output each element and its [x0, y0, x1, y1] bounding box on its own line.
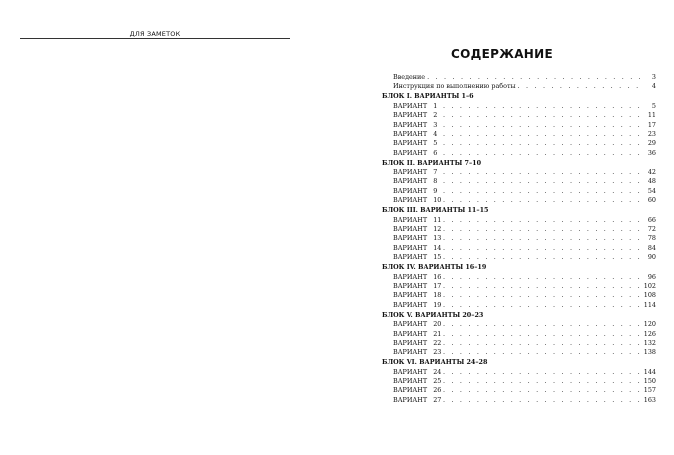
- toc-entry-variant[interactable]: [382, 348, 656, 357]
- toc-entry-variant[interactable]: [382, 139, 656, 148]
- toc-page-number: 17: [647, 120, 656, 129]
- toc-entry-number: 3: [433, 120, 438, 129]
- toc-page-number: 72: [647, 225, 656, 234]
- dot-leader: [443, 177, 640, 186]
- toc-entry-variant[interactable]: [382, 187, 656, 196]
- toc-entry-text: ВАРИАНТ: [393, 196, 428, 205]
- toc-entry-label: [393, 216, 441, 225]
- toc-entry-variant[interactable]: [382, 111, 656, 120]
- toc-entry-label: [393, 396, 441, 405]
- toc-entry-number: 13: [433, 234, 442, 243]
- toc-page-number: 3: [651, 73, 656, 81]
- toc-entry-number: 9: [433, 186, 438, 195]
- toc-page-number: 78: [647, 234, 656, 243]
- dot-leader: [443, 111, 640, 120]
- toc-entry-intro[interactable]: [382, 82, 656, 91]
- toc-page-number: 102: [643, 281, 656, 290]
- toc-entry-variant[interactable]: [382, 320, 656, 329]
- dot-leader: [443, 139, 640, 148]
- toc-entry-number: 20: [433, 320, 442, 329]
- toc-entry-text: ВАРИАНТ: [393, 338, 428, 347]
- notes-divider: [20, 38, 290, 39]
- dot-leader: [443, 253, 640, 262]
- toc-entry-label: [393, 121, 441, 130]
- dot-leader: [443, 216, 640, 225]
- toc-entry-label: [393, 282, 441, 291]
- dot-leader: [443, 396, 640, 405]
- dot-leader: [443, 121, 640, 130]
- dot-leader: [443, 244, 640, 253]
- toc-entry-number: 26: [433, 386, 442, 395]
- toc-entry-intro[interactable]: [382, 73, 656, 82]
- dot-leader: [443, 291, 640, 300]
- toc-page-number: 66: [647, 215, 656, 224]
- toc-page-number: 126: [643, 329, 656, 338]
- toc-entry-variant[interactable]: [382, 177, 656, 186]
- toc-entry-number: 5: [433, 139, 438, 148]
- toc-entry-label: [393, 177, 441, 186]
- toc-entry-text: ВАРИАНТ: [393, 177, 428, 186]
- block-heading[interactable]: БЛОК V. ВАРИАНТЫ 20–23: [382, 310, 484, 319]
- toc-entry-variant[interactable]: [382, 330, 656, 339]
- toc-entry-label: [393, 244, 441, 253]
- toc-entry-number: 4: [433, 129, 438, 138]
- dot-leader: [443, 320, 640, 329]
- toc-entry-number: 14: [433, 243, 442, 252]
- dot-leader: [443, 282, 640, 291]
- toc-page-number: 138: [643, 348, 656, 357]
- toc-entry-label: [393, 386, 441, 395]
- right-page: [330, 0, 674, 455]
- toc-page-number: 84: [647, 243, 656, 252]
- dot-leader: [443, 196, 640, 205]
- block-heading[interactable]: БЛОК VI. ВАРИАНТЫ 24–28: [382, 358, 488, 367]
- toc-page-number: 150: [643, 377, 656, 386]
- toc-entry-label: [393, 330, 441, 339]
- toc-entry-text: ВАРИАНТ: [393, 215, 428, 224]
- dot-leader: [443, 102, 640, 111]
- toc-entry-text: ВАРИАНТ: [393, 395, 428, 404]
- toc-entry-variant[interactable]: [382, 301, 656, 310]
- toc-entry-text: ВАРИАНТ: [393, 367, 428, 376]
- toc-page-number: 163: [643, 395, 656, 404]
- dot-leader: [443, 339, 640, 348]
- toc-page-number: 4: [651, 82, 656, 91]
- toc-page-number: 54: [647, 186, 656, 195]
- toc-entry-label: Введение: [393, 73, 426, 81]
- toc-entry-number: 25: [433, 377, 442, 386]
- toc-page-number: 157: [643, 386, 656, 395]
- toc-entry-variant[interactable]: [382, 273, 656, 282]
- dot-leader: [443, 187, 640, 196]
- toc-entry-label: [393, 111, 441, 120]
- toc-entry-label: [393, 130, 441, 139]
- notes-header: ДЛЯ ЗАМЕТОК: [129, 30, 181, 38]
- toc-entry-label: [393, 139, 441, 148]
- table-of-contents: [382, 73, 656, 405]
- dot-leader: [443, 301, 640, 310]
- block-heading[interactable]: БЛОК III. ВАРИАНТЫ 11–15: [382, 206, 489, 215]
- toc-page-number: 23: [647, 129, 656, 138]
- dot-leader: [443, 234, 640, 243]
- dot-leader: [443, 386, 640, 395]
- toc-entry-number: 27: [433, 395, 442, 404]
- toc-page-number: 11: [647, 111, 656, 120]
- toc-entry-text: ВАРИАНТ: [393, 148, 428, 157]
- toc-entry-number: 7: [433, 168, 438, 177]
- toc-entry-variant[interactable]: [382, 339, 656, 348]
- toc-page-number: 132: [643, 338, 656, 347]
- toc-entry-variant[interactable]: [382, 253, 656, 262]
- toc-entry-label: [393, 196, 441, 205]
- toc-entry-number: 11: [433, 215, 442, 224]
- toc-entry-variant[interactable]: [382, 121, 656, 130]
- toc-entry-variant[interactable]: [382, 244, 656, 253]
- toc-entry-label: [393, 187, 441, 196]
- dot-leader: [443, 348, 640, 357]
- toc-page-number: 42: [647, 168, 656, 177]
- toc-entry-number: 17: [433, 281, 442, 290]
- toc-entry-number: 22: [433, 338, 442, 347]
- toc-page-number: 90: [647, 253, 656, 262]
- toc-entry-number: 12: [433, 225, 442, 234]
- toc-entry-text: ВАРИАНТ: [393, 348, 428, 357]
- toc-page-number: 60: [647, 196, 656, 205]
- toc-entry-label: [393, 339, 441, 348]
- toc-entry-label: [393, 368, 441, 377]
- toc-entry-text: ВАРИАНТ: [393, 329, 428, 338]
- toc-entry-text: ВАРИАНТ: [393, 300, 428, 309]
- toc-entry-number: 19: [433, 300, 442, 309]
- toc-entry-number: 24: [433, 367, 442, 376]
- toc-entry-variant[interactable]: [382, 377, 656, 386]
- toc-entry-text: ВАРИАНТ: [393, 111, 428, 120]
- toc-entry-number: 18: [433, 291, 442, 300]
- toc-page-number: 36: [647, 148, 656, 157]
- dot-leader: [427, 73, 640, 82]
- dot-leader: [443, 130, 640, 139]
- toc-entry-label: [393, 320, 441, 329]
- dot-leader: [443, 368, 640, 377]
- toc-entry-label: [393, 301, 441, 310]
- toc-page-number: 29: [647, 139, 656, 148]
- toc-page-number: 48: [647, 177, 656, 186]
- toc-entry-number: 10: [433, 196, 442, 205]
- toc-page-number: 114: [643, 300, 656, 309]
- toc-entry-label: [393, 149, 441, 158]
- toc-page-number: 120: [643, 320, 656, 329]
- toc-entry-variant[interactable]: [382, 225, 656, 234]
- toc-entry-text: ВАРИАНТ: [393, 139, 428, 148]
- toc-entry-text: ВАРИАНТ: [393, 225, 428, 234]
- toc-page-number: 144: [643, 367, 656, 376]
- dot-leader: [443, 149, 640, 158]
- toc-entry-text: ВАРИАНТ: [393, 272, 428, 281]
- toc-entry-text: ВАРИАНТ: [393, 291, 428, 300]
- toc-entry-label: Инструкция по выполнению работы: [393, 82, 516, 91]
- dot-leader: [443, 168, 640, 177]
- toc-entry-number: 15: [433, 253, 442, 262]
- toc-entry-text: ВАРИАНТ: [393, 186, 428, 195]
- toc-entry-variant[interactable]: [382, 291, 656, 300]
- toc-entry-number: 8: [433, 177, 438, 186]
- toc-entry-variant[interactable]: [382, 130, 656, 139]
- toc-page-number: 5: [651, 101, 656, 110]
- toc-entry-label: [393, 234, 441, 243]
- toc-entry-text: ВАРИАНТ: [393, 320, 428, 329]
- toc-entry-variant[interactable]: [382, 282, 656, 291]
- toc-entry-label: [393, 102, 441, 111]
- toc-page-number: 108: [643, 291, 656, 300]
- toc-entry-label: [393, 225, 441, 234]
- toc-entry-text: ВАРИАНТ: [393, 253, 428, 262]
- dot-leader: [518, 82, 640, 91]
- toc-entry-text: ВАРИАНТ: [393, 129, 428, 138]
- toc-entry-text: ВАРИАНТ: [393, 168, 428, 177]
- toc-entry-text: ВАРИАНТ: [393, 386, 428, 395]
- toc-entry-text: ВАРИАНТ: [393, 234, 428, 243]
- toc-entry-variant[interactable]: [382, 196, 656, 205]
- toc-entry-number: 21: [433, 329, 442, 338]
- toc-entry-number: 2: [433, 111, 438, 120]
- toc-entry-label: [393, 273, 441, 282]
- toc-entry-variant[interactable]: [382, 386, 656, 395]
- toc-entry-text: ВАРИАНТ: [393, 101, 428, 110]
- toc-entry-variant[interactable]: [382, 396, 656, 405]
- toc-entry-label: [393, 253, 441, 262]
- dot-leader: [443, 377, 640, 386]
- toc-entry-variant[interactable]: [382, 368, 656, 377]
- toc-entry-variant[interactable]: [382, 149, 656, 158]
- toc-entry-label: [393, 348, 441, 357]
- toc-entry-label: [393, 291, 441, 300]
- toc-entry-number: 1: [433, 101, 438, 110]
- dot-leader: [443, 273, 640, 282]
- toc-entry-number: 16: [433, 272, 442, 281]
- toc-page-number: 96: [647, 272, 656, 281]
- toc-entry-text: ВАРИАНТ: [393, 243, 428, 252]
- block-heading[interactable]: БЛОК I. ВАРИАНТЫ 1–6: [382, 92, 474, 101]
- toc-entry-variant[interactable]: [382, 234, 656, 243]
- toc-entry-variant[interactable]: [382, 168, 656, 177]
- toc-entry-number: 23: [433, 348, 442, 357]
- block-heading[interactable]: БЛОК IV. ВАРИАНТЫ 16–19: [382, 263, 487, 272]
- dot-leader: [443, 330, 640, 339]
- block-heading[interactable]: БЛОК II. ВАРИАНТЫ 7–10: [382, 158, 482, 167]
- toc-entry-label: [393, 377, 441, 386]
- toc-entry-text: ВАРИАНТ: [393, 281, 428, 290]
- toc-entry-label: [393, 168, 441, 177]
- toc-entry-number: 6: [433, 148, 438, 157]
- toc-entry-text: ВАРИАНТ: [393, 377, 428, 386]
- toc-entry-text: ВАРИАНТ: [393, 120, 428, 129]
- toc-entry-variant[interactable]: [382, 216, 656, 225]
- toc-entry-variant[interactable]: [382, 102, 656, 111]
- dot-leader: [443, 225, 640, 234]
- toc-title: СОДЕРЖАНИЕ: [451, 47, 553, 61]
- left-page: [0, 0, 320, 455]
